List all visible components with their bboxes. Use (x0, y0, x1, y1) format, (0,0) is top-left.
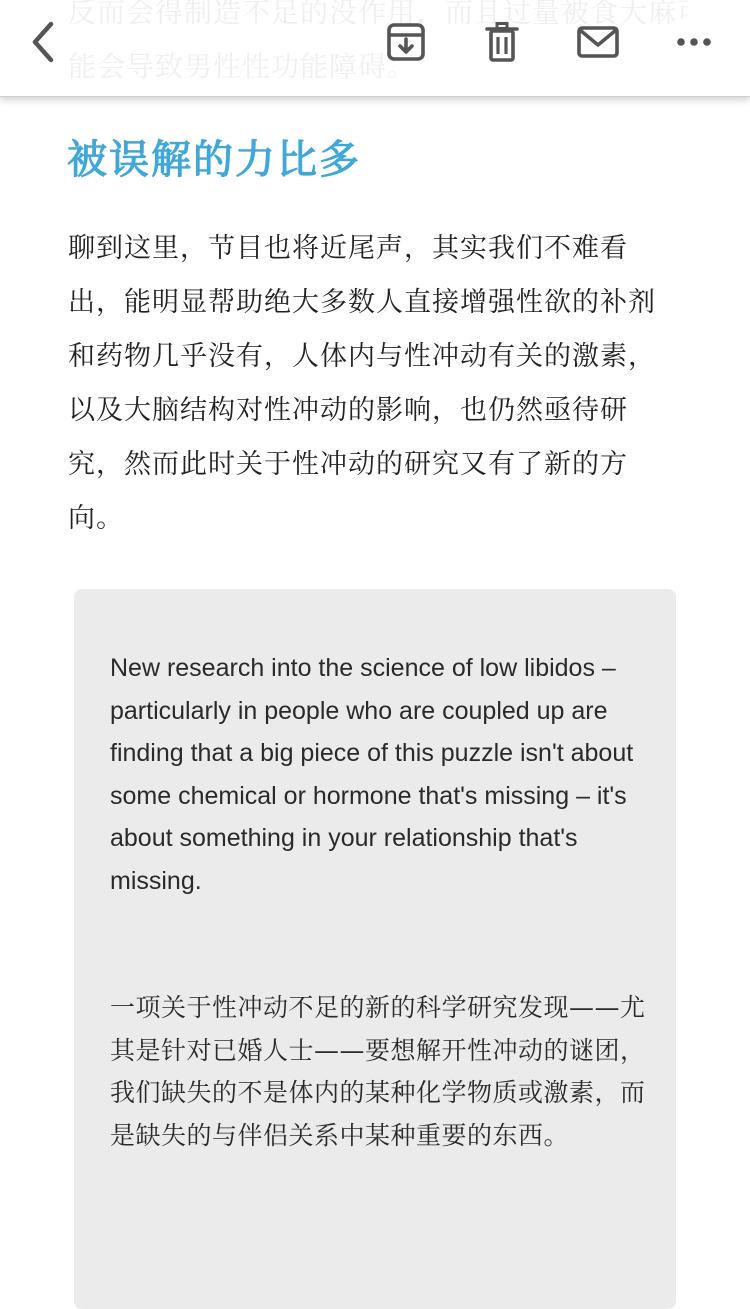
mail-button[interactable] (558, 0, 638, 84)
more-button[interactable] (654, 0, 734, 84)
quote-english-text: New research into the science of low libidos – particularly in people who are coupled up are finding that a big piece of this puzzle isn't about some chemical or hormone that's missing – it's about something in your relationship that's missing. (110, 654, 634, 895)
archive-icon (386, 22, 426, 62)
article-paragraph: 聊到这里，节目也将近尾声，其实我们不难看出，能明显帮助绝大多数人直接增强性欲的补剂和药物几乎没有，人体内与性冲动有关的激素，以及大脑结构对性冲动的影响，也仍然亟待研究，然而此时关于性冲动的研究又有了新的方向。 (68, 233, 656, 534)
back-chevron-icon (29, 20, 59, 64)
back-button[interactable] (4, 0, 84, 84)
quote-chinese-text: 一项关于性冲动不足的新的科学研究发现——尤其是针对已婚人士——要想解开性冲动的谜团，我们缺失的不是体内的某种化学物质或激素，而是缺失的与伴侣关系中某种重要的东西。 (110, 993, 646, 1150)
trash-icon (485, 22, 519, 62)
quote-block (74, 589, 676, 1309)
more-icon (677, 37, 711, 47)
top-toolbar (0, 0, 750, 97)
section-title: 被误解的力比多 (67, 137, 361, 183)
archive-button[interactable] (366, 0, 446, 84)
delete-button[interactable] (462, 0, 542, 84)
mail-icon (577, 26, 619, 58)
